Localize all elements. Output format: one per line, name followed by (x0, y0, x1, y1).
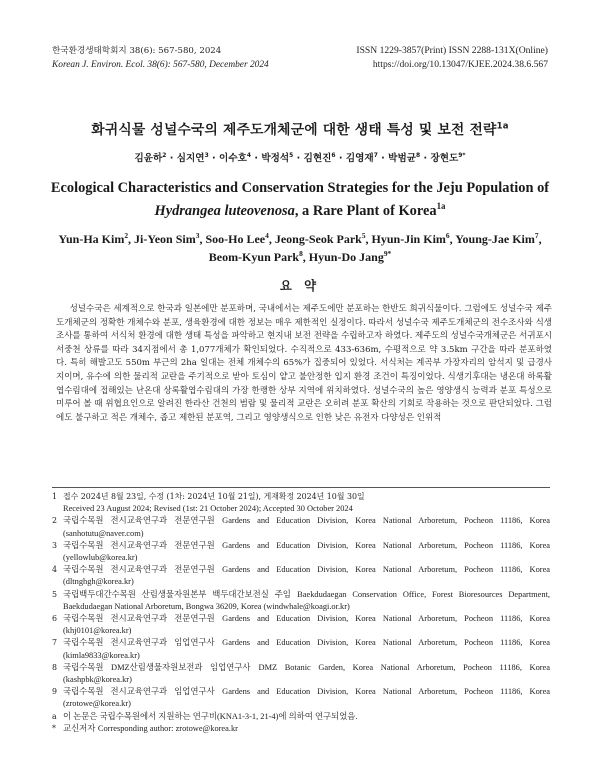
footnotes (52, 491, 550, 735)
author-en: Jeong-Seok Park$^5$ (274, 231, 366, 246)
english-title-line-2: Hydrangea luteovenosa, a Rare Plant of Korea$^{1a}$ (154, 201, 446, 219)
doi-link[interactable]: https://doi.org/10.13047/KJEE.2024.38.6.567 (372, 59, 548, 70)
author-ko: 김윤하$^2$ (134, 151, 167, 164)
author-en: Soo-Ho Lee$^4$ (205, 231, 269, 246)
author-en: Yun-Ha Kim$^2$ (58, 231, 129, 246)
english-authors-line-1: Yun-Ha Kim$^2$, Ji-Yeon Sim$^3$, Soo-Ho Lee$^4$, Jeong-Seok Park$^5$, Hyun-Jin Kim$^6$, Young-Jae Kim$^7$, (58, 231, 542, 246)
species-name: Hydrangea luteovenosa (154, 203, 295, 219)
author-ko: 김현진$^6$ (303, 151, 336, 164)
journal-header (52, 44, 269, 72)
author-en: Hyun-Jin Kim$^6$ (371, 231, 450, 246)
english-title-footnote-mark: 1a (436, 201, 446, 212)
korean-title (40, 118, 560, 138)
author-en: Young-Jae Kim$^7$ (455, 231, 539, 246)
journal-name-korean: 한국환경생태학회지 38(6): 567-580, 2024 (52, 46, 222, 56)
korean-title-footnote-mark: 1a (496, 121, 509, 132)
footnote-item: 8 국립수목원 DMZ산림생물자원보전과 임업연구사 DMZ Botanic Garden, Korea National Arboretum, Pocheon 11186, Korea (kashpbk@korea.kr) (52, 662, 550, 685)
journal-name-english: Korean J. Environ. Ecol. 38(6): 567-580, December 2024 (52, 60, 269, 70)
issn: ISSN 1229-3857(Print) ISSN 2288-131X(Online) (356, 45, 548, 56)
footnote-item: 2 국립수목원 전시교육연구과 전문연구원 Gardens and Education Division, Korea National Arboretum, Pocheon 11186, Korea (sanhotutu@naver.com) (52, 516, 550, 538)
author-ko: 김영재$^7$ (345, 151, 378, 164)
footnote-item: 9 국립수목원 전시교육연구과 임업연구사 Gardens and Education Division, Korea National Arboretum, Pocheon 11186, Korea (zrotowe@korea.kr) (52, 687, 550, 709)
author-en: Ji-Yeon Sim$^3$ (134, 231, 200, 246)
footnote-divider (52, 487, 550, 488)
author-ko: 이수호$^4$ (219, 151, 251, 164)
footnote-item: 4 국립수목원 전시교육연구과 전문연구원 Gardens and Education Division, Korea National Arboretum, Pocheon 11186, Korea (dltnghgh@korea.kr) (52, 565, 550, 587)
author-ko: 심지연$^3$ (176, 151, 209, 164)
korean-title-text: 화귀식물 성널수국의 제주도개체군에 대한 생태 특성 및 보전 전략 (91, 122, 497, 138)
abstract-heading: 요 약 (279, 278, 321, 293)
footnote-item: 1 접수 2024년 8월 23일, 수정 (1차: 2024년 10월 21일), 게재확정 2024년 10월 30일 Received 23 August 2024; Revised (1st: 21 October 2024); Accepted 30 October 2024 (52, 492, 365, 514)
author-en: Hyun-Do Jang$^{9*}$ (308, 249, 392, 264)
english-author-list (40, 230, 560, 266)
abstract-body: 성널수국은 세계적으로 한국과 일본에만 분포하며, 국내에서는 제주도에만 분포하는 한반도 희귀식물이다. 그럼에도 성널수국 제주도개체군의 정확한 개체수와 분포, 생육환경에 대한 정보는 매우 제한적인 실정이다. 따라서 성널수국 제주도개체군의 전수조사와 식생조사를 통하여 서식처 환경에 대한 생태 특성을 파악하고 현지내 보전 전략을 수립하고자 하였다. 제주도의 성널수국개체군은 서귀포시 서중천 상류를 따라 34지점에서 총 1,077개체가 확인되었다. 수직적으로 433-636m, 수평적으로 약 3.5km 구간을 따라 분포하였다. 특히 해발고도 550m 부근의 2ha 일대는 전체 개체수의 65%가 집중되어 있었다. 서식처는 계곡부 가장자리의 암석지 및 급경사지이며, 유수에 의한 물리적 교란을 주기적으로 받아 토심이 얕고 불안정한 입지 환경 조건이 특징이었다. 식생기후대는 냉온대 하록활엽수림대에 접해있는 난온대 상록활엽수림대의 가장 한랭한 상부 지역에 위치하였다. 성널수국의 높은 영양생식 능력과 분포 특성으로 미루어 볼 때 위협요인으로 알려진 한라산 건천의 범람 및 물리적 교란은 오히려 분포 확산의 기회로 작용하는 것으로 판단되었다. 그럼에도 불구하고 적은 개체수, 좁고 제한된 분포역, 그리고 영양생식으로 인한 낮은 유전자 다양성은 인위적 (56, 304, 552, 423)
english-title (40, 177, 560, 223)
korean-author-list: 김윤하$^2$ · 심지연$^3$ · 이수호$^4$ · 박정석$^5$ · 김현진$^6$ · 김영재$^7$ · 박범균$^8$ · 장현도$^{9*}$ (134, 151, 466, 164)
footnote-item-corresponding: * 교신저자 Corresponding author: zrotowe@korea.kr (52, 723, 238, 733)
author-ko: 장현도$^{9*}$ (430, 151, 466, 164)
issn-doi-block (356, 44, 548, 72)
author-en: Beom-Kyun Park$^8$ (208, 249, 303, 264)
footnote-item: 3 국립수목원 전시교육연구과 전문연구원 Gardens and Education Division, Korea National Arboretum, Pocheon 11186, Korea (yellowlub@korea.kr) (52, 540, 550, 563)
footnote-item-funding: a 이 논문은 국립수목원에서 지원하는 연구비(KNA1-3-1, 21-4)에 의하여 연구되었음. (52, 711, 358, 721)
footnote-item: 7 국립수목원 전시교육연구과 임업연구사 Gardens and Education Division, Korea National Arboretum, Pocheon 11186, Korea (kimla9833@korea.kr) (52, 638, 550, 660)
footnote-item: 6 국립수목원 전시교육연구과 전문연구원 Gardens and Education Division, Korea National Arboretum, Pocheon 11186, Korea (khj0101@korea.kr) (52, 614, 550, 636)
english-title-line-1: Ecological Characteristics and Conservation Strategies for the Jeju Population of (50, 180, 550, 196)
footnote-item: 5 국립백두대간수목원 산림생물자원본부 백두대간보전실 주임 Baekdudaegan Conservation Office, Forest Bioresources Department, Baekdudaegan National Arboretum, Bongwa 36209, Korea (windwhale@koagi.or.kr) (52, 589, 550, 611)
author-ko: 박정석$^5$ (261, 151, 294, 164)
author-ko: 박범균$^8$ (388, 151, 421, 164)
english-authors-line-2: Beom-Kyun Park$^8$, Hyun-Do Jang$^{9*}$ (208, 249, 392, 264)
